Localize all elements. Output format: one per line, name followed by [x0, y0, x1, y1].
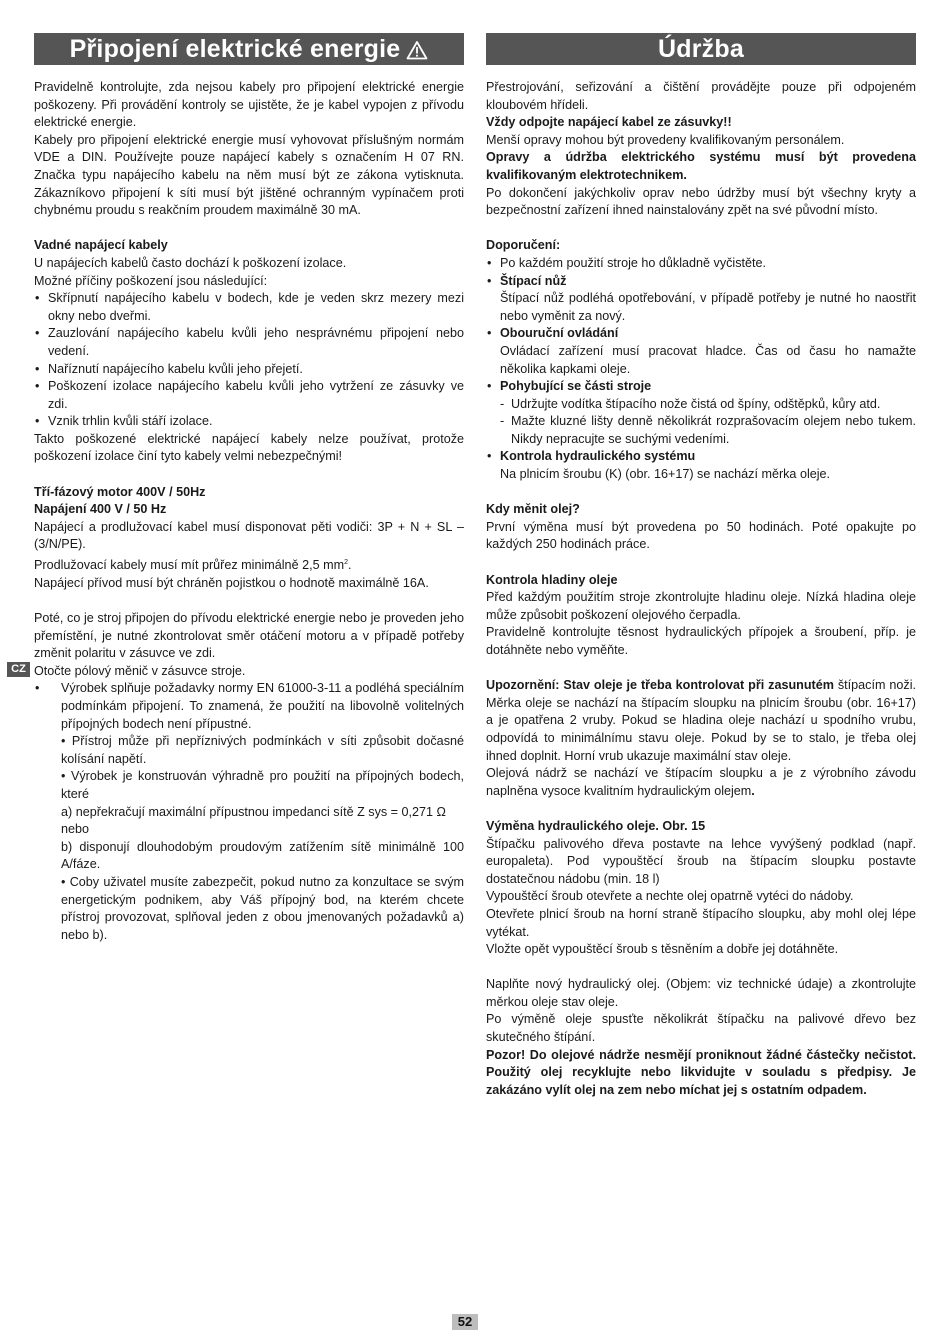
- list-item: • Štípací nůž Štípací nůž podléhá opotřebování, v případě potřeby je nutné ho naostřit nebo vyměnit za nový.: [486, 273, 916, 326]
- page-number: 52: [452, 1314, 478, 1330]
- faulty-cables-outro: Takto poškozené elektrické napájecí kabely nelze používat, protože poškození izolace činí tyto kabely velmi nebezpečnými!: [34, 431, 464, 464]
- hydraulic-text: Vložte opět vypouštěcí šroub s těsněním a dobře jej dotáhněte.: [486, 942, 839, 957]
- supply-heading: Napájení 400 V / 50 Hz: [34, 502, 167, 517]
- motor-text: Prodlužovací kabely musí mít průřez minimálně 2,5 $mm^2$.: [34, 558, 352, 573]
- polarity-text: Poté, co je stroj připojen do přívodu elektrické energie nebo je proveden jeho přemístění, je nutné zkontrolovat směr otáčení motoru a v případě potřeby změnit polaritu v zásuvce ve zdi.: [34, 611, 464, 661]
- right-column: [486, 33, 916, 1099]
- faulty-cables-text: U napájecích kabelů často dochází k poškození izolace.: [34, 255, 347, 270]
- list-item: • Výrobek splňuje požadavky normy EN 61000-3-11 a podléhá speciálním podmínkám připojení. To znamená, že použití na libovolně volitelných přípojných bodech není přípustné. • Přístroj může při nepříznivých podmínkách v síti způsobit dočasné kolísání napětí. • Výrobek je konstruován výhradně pro použití na přípojných bodech, které a) nepřekračují maximální přípustnou impedanci sítě Z sys = 0,271 Ω nebo b) disponují dlouhodobým proudovým zatížením sítě minimálně 100 A/fáze. • Coby uživatel musíte zabezpečit, pokud nutno za konzultace se svým energetickým podnikem, aby Váš přípojný bod, na kterém chcete přístroj provozovat, splňoval jeden z obou jmenovaných požadavků a) nebo b).: [34, 680, 464, 944]
- section-title-maintenance: Údržba: [658, 35, 744, 63]
- notice-paragraph: Olejová nádrž se nachází ve štípacím sloupku a je z výrobního závodu naplněna vysoce kvalitním hydraulickým olejem.: [486, 766, 916, 798]
- hydraulic-change-heading: Výměna hydraulického oleje. Obr. 15: [486, 818, 706, 833]
- section-header-electrical: [34, 33, 464, 65]
- list-item: • Poškození izolace napájecího kabelu kvůli jeho vytržení ze zásuvky ve zdi.: [34, 378, 464, 413]
- oil-change-heading: Kdy měnit olej?: [486, 502, 580, 517]
- maintenance-intro: Po dokončení jakýchkoliv oprav nebo údržby musí být všechny kryty a bezpečnostní zařízení ihned nainstalovány zpět na své původní místo.: [486, 185, 916, 218]
- maintenance-intro-bold: Opravy a údržba elektrického systému musí být provedena kvalifikovaným elektrotechnikem.: [486, 150, 916, 182]
- hydraulic-text: Po výměně oleje spusťte několikrát štípačku na palivové dřevo bez skutečného štípání.: [486, 1012, 916, 1045]
- list-item: • Zauzlování napájecího kabelu kvůli jeho nesprávnému připojení nebo vedení.: [34, 325, 464, 360]
- oil-level-text: Pravidelně kontrolujte těsnost hydraulických přípojek a šroubení, příp. je dotáhněte nebo vyměňte.: [486, 625, 916, 657]
- hydraulic-text: Vypouštěcí šroub otevřete a nechte olej opatrně vytéci do nádoby.: [486, 889, 854, 904]
- language-tag: CZ: [7, 662, 30, 677]
- hydraulic-text: Štípačku palivového dřeva postavte na lehce vyvýšený podklad (např. europaleta). Pod vypouštěcí šroub na štípacím sloupku postavte dostatečnou nádobu (min. 18 l): [486, 836, 916, 886]
- faulty-cables-text: Možné příčiny poškození jsou následující:: [34, 273, 268, 288]
- polarity-text: Otočte pólový měnič v zásuvce stroje.: [34, 663, 246, 678]
- list-item: • Naříznutí napájecího kabelu kvůli jeho přejetí.: [34, 361, 464, 379]
- motor-text: Napájecí přívod musí být chráněn pojistkou o hodnotě maximálně 16A.: [34, 575, 429, 590]
- faulty-cables-heading: Vadné napájecí kabely: [34, 238, 168, 253]
- warning-triangle-icon: [406, 36, 428, 68]
- list-item: • Obouruční ovládání Ovládací zařízení musí pracovat hladce. Čas od času ho namažte několika kapkami oleje.: [486, 325, 916, 378]
- maintenance-intro: Přestrojování, seřizování a čištění provádějte pouze při odpojeném kloubovém hřídeli.: [486, 80, 916, 112]
- left-column: [34, 33, 464, 944]
- intro-paragraph: Kabely pro připojení elektrické energie musí vyhovovat příslušným normám VDE a DIN. Používejte pouze napájecí kabely s označením H 07 RN. Značka typu napájecího kabelu na něm musí být ze zákona vytisknuta. Zákazníkovo připojení k síti musí být jištěné ochranným vypínačem proti chybnému proudu s reakčním proudem maximálně 30 mA.: [34, 132, 464, 218]
- section-header-maintenance: [486, 33, 916, 65]
- recommendations-heading: Doporučení:: [486, 238, 561, 253]
- oil-level-text: Před každým použitím stroje zkontrolujte hladinu oleje. Nízká hladina oleje může způsobit poškození olejového čerpadla.: [486, 590, 916, 622]
- list-item: • Kontrola hydraulického systému Na plnicím šroubu (K) (obr. 16+17) se nachází měrka oleje.: [486, 448, 916, 483]
- motor-heading: Tří-fázový motor 400V / 50Hz: [34, 484, 206, 499]
- notice-paragraph: Upozornění: Stav oleje je třeba kontrolovat při zasunutém štípacím noži. Měrka oleje se nachází na štípacím sloupku na plnicím šroubu (obr. 16+17) a je opatřena 2 vruby. Pokud se hladina oleje nachází u spodního vrubu, odpovídá to minimálnímu stavu oleje. Pokud by se to stalo, je třeba olej ihned doplnit. Horní vrub ukazuje maximální stav oleje.: [486, 678, 916, 763]
- maintenance-content: [486, 79, 916, 1099]
- hydraulic-warning: Pozor! Do olejové nádrže nesmějí proniknout žádné částečky nečistot. Použitý olej recyklujte nebo likvidujte v souladu s předpisy. Je zakázáno vylít olej na zem nebo míchat jej s ostatním odpadem.: [486, 1047, 916, 1097]
- hydraulic-text: Naplňte nový hydraulický olej. (Objem: viz technické údaje) a zkontrolujte měrkou oleje stav oleje.: [486, 977, 916, 1009]
- oil-change-text: První výměna musí být provedena po 50 hodinách. Poté opakujte po každých 250 hodinách práce.: [486, 519, 916, 552]
- section-title-electrical: Připojení elektrické energie: [69, 35, 401, 63]
- recommendations-list: [486, 255, 916, 484]
- list-item: • Skřípnutí napájecího kabelu v bodech, kde je veden skrz mezery mezi okny nebo dveřmi.: [34, 290, 464, 325]
- list-item: • Po každém použití stroje ho důkladně vyčistěte.: [486, 255, 916, 273]
- norm-list: [34, 680, 464, 944]
- list-item: • Pohybující se části stroje - Udržujte vodítka štípacího nože čistá od špíny, odštěpků, kůry atd. - Mažte kluzné lišty denně několikrát rozprašovacím olejem nebo tukem. Nikdy nepracujte se suchými vedeními.: [486, 378, 916, 448]
- maintenance-intro: Menší opravy mohou být provedeny kvalifikovaným personálem.: [486, 132, 845, 147]
- damage-causes-list: [34, 290, 464, 431]
- motor-text: Napájecí a prodlužovací kabel musí disponovat pěti vodiči: 3P + N + SL – (3/N/PE).: [34, 519, 464, 552]
- hydraulic-text: Otevřete plnicí šroub na horní straně štípacího sloupku, aby mohl olej lépe vytékat.: [486, 906, 916, 939]
- maintenance-intro-bold: Vždy odpojte napájecí kabel ze zásuvky!!: [486, 115, 732, 130]
- list-item: • Vznik trhlin kvůli stáří izolace.: [34, 413, 464, 431]
- electrical-content: [34, 79, 464, 944]
- oil-level-heading: Kontrola hladiny oleje: [486, 572, 618, 587]
- intro-paragraph: Pravidelně kontrolujte, zda nejsou kabely pro připojení elektrické energie poškozeny. Při provádění kontroly se ujistěte, že je kabel vypojen z přívodu elektrické energie.: [34, 80, 464, 130]
